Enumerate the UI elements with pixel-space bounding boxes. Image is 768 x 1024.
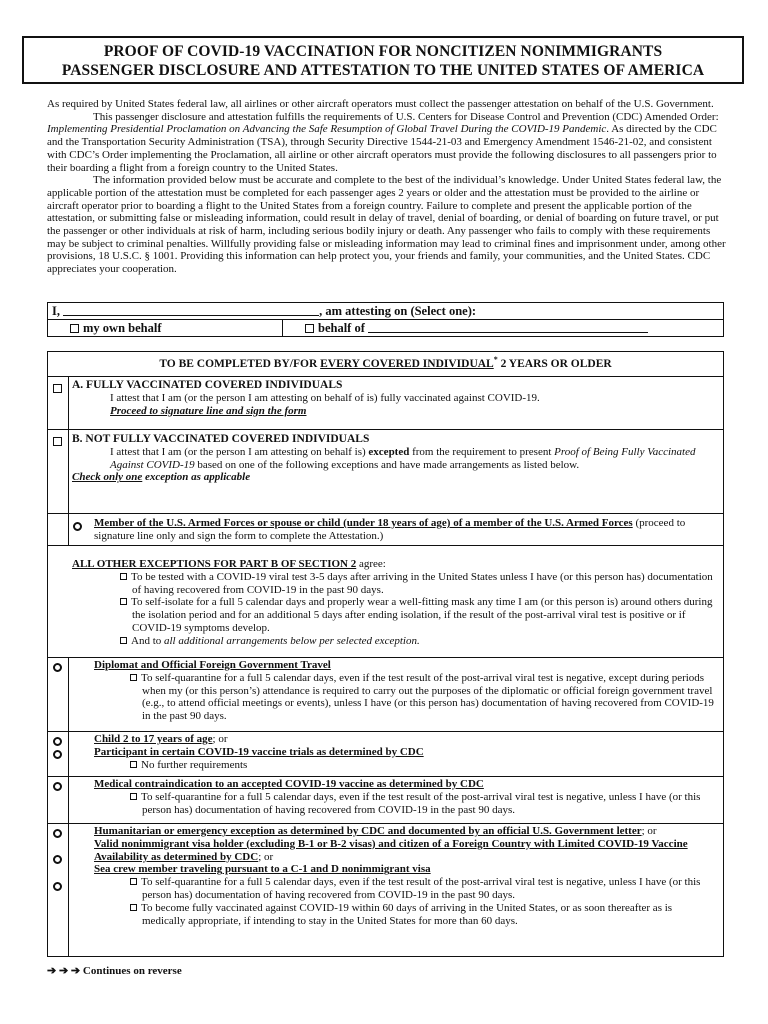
own-behalf-cell: [48, 320, 283, 337]
part-a-text: I attest that I am (or the person I am attesting on behalf of is) fully vaccinated against COVID-19.: [110, 391, 540, 404]
child-title: Child 2 to 17 years of age: [94, 733, 213, 745]
rule-after-header: [48, 376, 723, 377]
part-b-text-3: based on one of the following exceptions and have made arrangements as listed below.: [194, 458, 580, 471]
intro-paragraph-3: The information provided below must be accurate and complete to the best of the individual’s knowledge. Under United States federal law, the applicable portion of the attestation must be completed for each passenger ages 2 years or older and the attestation must be provided to the airline or aircraft operator prior to boarding a flight to the United States from a foreign country. Failure to complete and present the applicable portion of the attestation, or submitting false or misleading information, could result in delay of travel, denial of boarding, or denial of boarding on future travel, or put the passenger or other individuals at risk of harm, including serious bodily injury or death. Any passenger who fails to comply with these requirements may be subject to criminal penalties. Willfully providing false or misleading information may lead to criminal fines and imprisonment under, among other provisions, 18 U.S.C. § 1001. Providing this information can help protect you, your friends and family, your communities, and the United States. CDC appreciates your cooperation.: [47, 174, 726, 276]
diplomat-radio[interactable]: [53, 663, 62, 672]
section-header-text-a: TO BE COMPLETED BY/FOR: [159, 357, 321, 370]
other-exceptions-heading: [72, 558, 717, 571]
no-further-text: No further requirements: [141, 758, 248, 771]
continues-on-reverse: [47, 964, 182, 977]
last-item-1: [94, 876, 718, 902]
rule-after-child-trial: [48, 776, 723, 777]
intro-p2-order-title: Implementing Presidential Proclamation on Advancing the Safe Resumption of Global Travel During the COVID-19 Pandemic: [47, 123, 607, 136]
behalf-of-label: behalf of: [318, 320, 365, 335]
part-a-checkbox[interactable]: [53, 384, 62, 393]
vaccine-trial-radio[interactable]: [53, 750, 62, 759]
part-b-check-instruction: [72, 471, 717, 484]
child-or: ; or: [212, 733, 228, 745]
rule-after-other-exceptions: [48, 657, 723, 658]
other-exceptions-agree: agree:: [356, 558, 386, 570]
part-b-check-only-one: Check only one: [72, 471, 143, 484]
last-item-1-text: To self-quarantine for a full 5 calendar days, even if the test result of the post-arrival viral test is negative, unless I have (or this person has) documentation of having recovered from COVID-19 in the past 90 days.: [141, 876, 701, 901]
intro-p2-text-c: . As directed by the CDC and the Transportation Security Administration (TSA), through Security Directive 1544-21-03 and Emergency Amendment 1546-21-02, and consistent with CDC’s Order implementing the Proclamation, all airline or other aircraft operators must provide the following disclosures to all passengers prior to their boarding a flight from a foreign country to the United States.: [47, 123, 717, 174]
marker-column-rule-2: [68, 513, 69, 545]
section-header-text-b: EVERY COVERED INDIVIDUAL: [320, 357, 494, 370]
last-item-2-text: To become fully vaccinated against COVID-19 within 60 days of arriving in the United States, or as soon thereafter as is medically appropriate, if intending to stay in the United States for more than 60 days.: [141, 901, 673, 927]
visa-holder-radio[interactable]: [53, 855, 62, 864]
diplomat-block: [94, 659, 718, 723]
form-title-line-1: PROOF OF COVID-19 VACCINATION FOR NONCITIZEN NONIMMIGRANTS: [103, 43, 663, 60]
vaccine-trial-title: Participant in certain COVID-19 vaccine trials as determined by CDC: [94, 745, 424, 758]
medical-radio[interactable]: [53, 782, 62, 791]
other-exception-item-2: [72, 596, 717, 634]
part-b-checkbox[interactable]: [53, 437, 62, 446]
section-header-text-c: 2 YEARS OR OLDER: [497, 357, 612, 370]
intro-paragraph-1: As required by United States federal law, all airlines or other aircraft operators must collect the passenger attestation on behalf of the U.S. Government.: [47, 98, 714, 110]
no-further-checkbox[interactable]: [130, 761, 137, 768]
other-exception-item-1: [72, 571, 717, 597]
own-behalf-label: my own behalf: [83, 320, 162, 335]
part-b-text-1: I attest that I am (or the person I am attesting on behalf is): [110, 445, 369, 458]
other-item-1-checkbox[interactable]: [120, 573, 127, 580]
part-b-title: B. NOT FULLY VACCINATED COVERED INDIVIDUALS: [72, 433, 370, 445]
humanitarian-line: [94, 825, 718, 838]
section-covered-individuals: [47, 351, 724, 957]
sea-crew-radio[interactable]: [53, 882, 62, 891]
rule-after-armed-forces: [48, 545, 723, 546]
other-item-2-checkbox[interactable]: [120, 598, 127, 605]
section-header: [48, 355, 723, 370]
armed-forces-rest: (proceed to signature line only and sign the form to complete the Attestation.): [94, 517, 686, 542]
part-b-text-2: from the requirement to present: [409, 445, 555, 458]
last-item-2: [94, 902, 718, 928]
part-a-block: [72, 379, 717, 417]
other-exceptions-block: [72, 558, 717, 648]
rule-after-part-b: [48, 513, 723, 514]
humanitarian-or: ; or: [641, 825, 657, 837]
armed-forces-block: [94, 517, 716, 543]
rule-after-part-a: [48, 429, 723, 430]
attester-name-row: [48, 303, 724, 320]
diplomat-title: Diplomat and Official Foreign Government Travel: [94, 659, 331, 671]
armed-forces-radio[interactable]: [73, 522, 82, 531]
part-b-proof-title: Proof of Being Fully Vaccinated Against COVID-19: [110, 445, 696, 471]
behalf-of-checkbox[interactable]: [305, 324, 314, 333]
other-item-1-text: To be tested with a COVID-19 viral test 3-5 days after arriving in the United States unless I have (or this person has) documentation of having recovered from COVID-19 in the past 90 days.: [131, 570, 713, 596]
part-b-text: [72, 446, 717, 472]
marker-column-rule-3: [68, 657, 69, 956]
other-item-3-text-b: all additional arrangements below per selected exception.: [164, 634, 420, 647]
last-item-1-checkbox[interactable]: [130, 878, 137, 885]
form-title-box: [22, 36, 744, 84]
armed-forces-text: [94, 517, 716, 543]
visa-or: ; or: [258, 850, 274, 863]
medical-block: [94, 778, 718, 816]
diplomat-text: To self-quarantine for a full 5 calendar days, even if the test result of the post-arrival viral test is negative, except during periods when my (or this person’s) attendance is required to carry out the purposes of the diplomatic or official foreign government travel (e.g., to attend official meetings or events), unless I have (or this person has) documentation of having recovered from COVID-19 in the past 90 days.: [141, 671, 714, 723]
intro-p2-text-a: This passenger disclosure and attestation fulfills the requirements of U.S. Centers for Disease Control and Prevention (CDC) Amended Order:: [93, 110, 719, 123]
marker-column-rule-1: [68, 376, 69, 513]
section-header-asterisk: *: [493, 355, 498, 364]
other-exceptions-title: ALL OTHER EXCEPTIONS FOR PART B OF SECTION 2: [72, 558, 357, 570]
child-radio[interactable]: [53, 737, 62, 746]
humanitarian-visa-sea-block: [94, 825, 718, 927]
no-further-item: [94, 759, 718, 772]
behalf-of-cell: [283, 320, 724, 337]
other-item-3-text-a: And to: [131, 634, 164, 647]
part-b-check-rest: exception as applicable: [142, 471, 251, 484]
humanitarian-radio[interactable]: [53, 829, 62, 838]
part-b-block: [72, 433, 717, 484]
child-line: [94, 733, 718, 746]
attester-name-blank[interactable]: [63, 304, 319, 316]
part-a-title: A. FULLY VACCINATED COVERED INDIVIDUALS: [72, 379, 343, 391]
rule-after-medical: [48, 823, 723, 824]
child-trial-block: [94, 733, 718, 771]
diplomat-item-checkbox[interactable]: [130, 674, 137, 681]
rule-after-diplomat: [48, 731, 723, 732]
other-exception-item-3: [72, 635, 717, 648]
visa-title: Valid nonimmigrant visa holder (excluding B-1 or B-2 visas) and citizen of a Foreign Country with Limited COVID-19 Vaccine Availability as determined by CDC: [94, 837, 688, 863]
diplomat-item: [94, 672, 718, 723]
intro-disclosure: [47, 98, 727, 276]
behalf-of-name-blank[interactable]: [368, 321, 648, 333]
part-b-excepted: excepted: [368, 445, 410, 458]
arrow-icons: ➔ ➔ ➔: [47, 965, 81, 977]
attester-i-label: I,: [52, 303, 60, 318]
form-title-line-2: PASSENGER DISCLOSURE AND ATTESTATION TO THE UNITED STATES OF AMERICA: [61, 62, 705, 79]
medical-title: Medical contraindication to an accepted COVID-19 vaccine as determined by CDC: [94, 778, 484, 790]
attester-table: [47, 302, 724, 337]
sea-crew-title: Sea crew member traveling pursuant to a C-1 and D nonimmigrant visa: [94, 863, 431, 876]
medical-item-checkbox[interactable]: [130, 793, 137, 800]
other-item-2-text: To self-isolate for a full 5 calendar days and properly wear a well-fitting mask any time I am (or this person is) around others during the isolation period and for an additional 5 days after ending isolation, if the result of the post-arrival viral test is positive or if COVID-19 symptoms develop.: [131, 596, 713, 634]
visa-line: [94, 838, 718, 864]
own-behalf-checkbox[interactable]: [70, 324, 79, 333]
last-item-2-checkbox[interactable]: [130, 904, 137, 911]
humanitarian-title: Humanitarian or emergency exception as determined by CDC and documented by an official U.S. Government letter: [94, 825, 642, 837]
part-a-proceed: Proceed to signature line and sign the form: [110, 404, 307, 417]
continues-text: Continues on reverse: [82, 965, 182, 977]
other-item-3-checkbox[interactable]: [120, 637, 127, 644]
medical-text: To self-quarantine for a full 5 calendar days, even if the test result of the post-arrival viral test is negative, unless I have (or this person has) documentation of having recovered from COVID-19 in the past 90 days.: [141, 790, 701, 816]
medical-item: [94, 791, 718, 817]
intro-paragraph-2: [47, 111, 727, 175]
armed-forces-title: Member of the U.S. Armed Forces or spouse or child (under 18 years of age) of a member of the U.S. Armed Forces: [94, 517, 633, 529]
attesting-text: , am attesting on (Select one):: [319, 303, 477, 318]
